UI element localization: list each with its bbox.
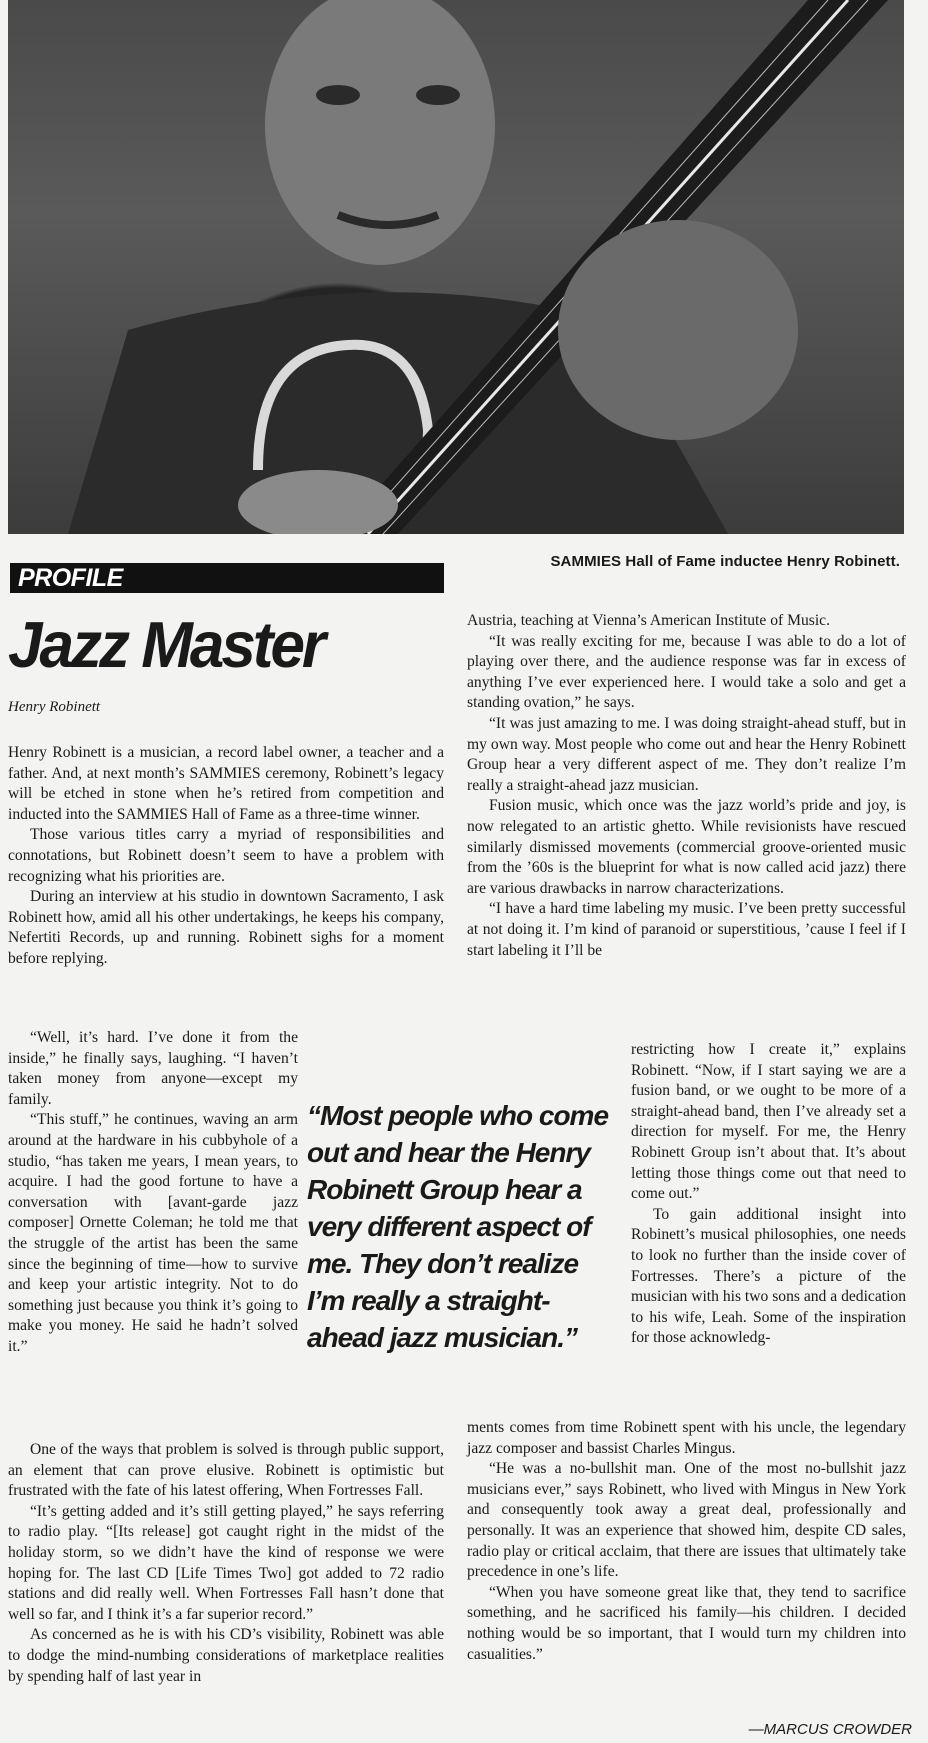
headline: Jazz Master: [8, 609, 324, 682]
paragraph: restricting how I create it,” explains Robinett. “Now, if I start saying we are a fusion band, or we ought to be more of a straight-ahead band, then I’ve already set a direction for myself. For me, the Henry Robinett Group isn’t about that. It’s about letting those things come out that need to come out.”: [631, 1041, 906, 1203]
paragraph: “I have a hard time labeling my music. I’ve been pretty successful at not doing it. I’m kind of paranoid or superstitious, ’cause I feel if I start labeling it I’ll be: [467, 900, 906, 959]
byline: —MARCUS CROWDER: [748, 1721, 912, 1738]
paragraph: To gain additional insight into Robinett’s musical philosophies, one needs to look no further than the inside cover of Fortresses. There’s a picture of the musician with his two sons and a dedication to his wife, Leah. Some of the inspiration for those acknowledg-: [631, 1205, 907, 1347]
paragraph: “He was a no-bullshit man. One of the most no-bullshit jazz musicians ever,” says Robinett, who lived with Mingus in New York and consequently took away a great deal, professionally and personally. It was an experience that showed him, despite CD sales, radio play or critical acclaim, that there are issues that ultimately take precedence in one’s life.: [467, 1460, 906, 1581]
photo-caption: SAMMIES Hall of Fame inductee Henry Robinett.: [550, 553, 900, 570]
paragraph: One of the ways that problem is solved is through public support, an element that can prove elusive. Robinett is optimistic but frustrated with the fate of his latest offering, When Fortresses Fall.: [8, 1441, 444, 1500]
guitarist-illustration: [8, 0, 904, 534]
paragraph: “It was just amazing to me. I was doing straight-ahead stuff, but in my own way. Most people who come out and hear the Henry Robinett Group hear a very different aspect of me. They don’t realize I’m really a straight-ahead jazz musician.: [467, 714, 906, 794]
column-2-bottom: [467, 1418, 906, 1665]
paragraph: Austria, teaching at Vienna’s American Institute of Music.: [467, 612, 830, 629]
section-kicker-bar: [10, 563, 444, 593]
paragraph: “When you have someone great like that, they tend to sacrifice something, and he sacrificed his family—his children. I decided nothing would be so important, that I would turn my children into casualities.”: [467, 1583, 906, 1663]
paragraph: As concerned as he is with his CD’s visibility, Robinett was able to dodge the mind-numbing considerations of marketplace realities by spending half of last year in: [8, 1626, 444, 1685]
subject-name: Henry Robinett: [8, 699, 101, 715]
paragraph: ments comes from time Robinett spent with his uncle, the legendary jazz composer and bassist Charles Mingus.: [467, 1419, 906, 1457]
column-1-top: [8, 743, 444, 970]
section-kicker: PROFILE: [18, 564, 123, 592]
pull-quote: “Most people who come out and hear the Henry Robinett Group hear a very different aspect of me. They don’t realize I’m really a straight-ahead jazz musician.”: [307, 1100, 609, 1353]
paragraph: “It was really exciting for me, because I was able to do a lot of playing over there, and the audience response was far in excess of anything I’ve ever experienced here. I would take a solo and get a standing ovation,” he says.: [467, 632, 906, 712]
paragraph: “It’s getting added and it’s still getting played,” he says referring to radio play. “[Its release] got caught right in the midst of the holiday storm, so we didn’t have the kind of response we were hoping for. The last CD [Life Times Two] got added to 72 radio stations and did really well. When Fortresses Fall hasn’t done that well so far, and I think it’s a far superior record.”: [8, 1502, 444, 1623]
paragraph: During an interview at his studio in downtown Sacramento, I ask Robinett how, amid all his other undertakings, he keeps his company, Nefertiti Records, up and running. Robinett sighs for a moment before replying.: [8, 888, 444, 967]
paragraph: Fusion music, which once was the jazz world’s pride and joy, is now relegated to an artistic ghetto. While revisionists have rescued similarly dismissed movements (commercial groove-oriented music from the ’60s is the blueprint for what is now called acid jazz) there are various drawbacks in narrow characterizations.: [467, 797, 906, 897]
paragraph: Henry Robinett is a musician, a record label owner, a teacher and a father. And, at next month’s SAMMIES ceremony, Robinett’s legacy will be etched in stone when he’s retired from competition and inducted into the SAMMIES Hall of Fame as a three-time winner.: [8, 744, 444, 823]
portrait-photo: [8, 0, 904, 534]
column-2-middle: [631, 1040, 906, 1349]
paragraph: Those various titles carry a myriad of responsibilities and connotations, but Robinett doesn’t seem to have a problem with recognizing what his priorities are.: [8, 826, 444, 885]
paragraph: “This stuff,” he continues, waving an arm around at the hardware in his cubbyhole of a studio, “has taken me years, I mean years, to acquire. I had the good fortune to have a conversation with [avant-garde jazz composer] Ornette Coleman; he told me that the struggle of the artist has been the same since the beginning of time—how to survive and keep your artistic integrity. Not to do something just because you think it’s going to make you money. He said he hadn’t solved it.”: [8, 1111, 298, 1355]
column-1-bottom: [8, 1440, 444, 1687]
column-2-top: [467, 611, 906, 961]
column-1-middle: [8, 1028, 298, 1358]
paragraph: “Well, it’s hard. I’ve done it from the inside,” he finally says, laughing. “I haven’t taken money from anyone—except my family.: [8, 1029, 298, 1108]
